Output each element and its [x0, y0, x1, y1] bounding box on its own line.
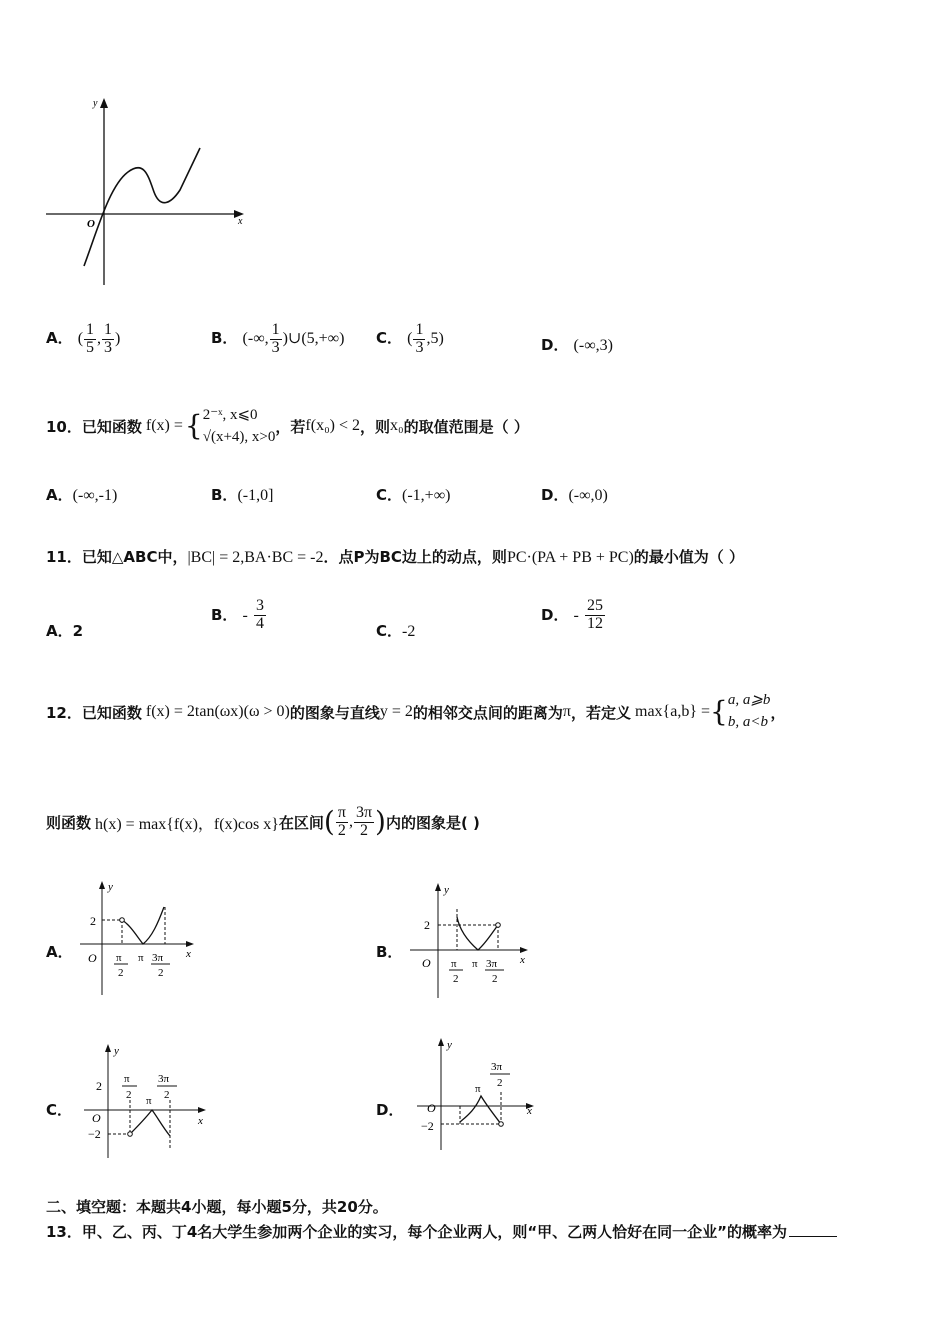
q9-origin-label: O — [87, 218, 95, 230]
q12-question-line2: 则函数 h(x) = max{f(x)，f(x)cos x} 在区间 ( $\frac{\pi}{2}$ , $\frac{3\pi}{2}$ ) 内的图象是( ) — [46, 803, 480, 839]
q13-question: 13．甲、乙、丙、丁4名大学生参加两个企业的实习，每个企业两人，则“甲、乙两人恰好在同一企业”的概率为 — [46, 1221, 837, 1242]
svg-text:π: π — [116, 952, 122, 964]
question-number: 12． — [46, 703, 82, 722]
option-label: B． — [211, 328, 238, 347]
svg-text:2: 2 — [164, 1089, 170, 1101]
q9-option-d[interactable]: D． (-∞,3) — [541, 336, 613, 354]
svg-text:y: y — [444, 884, 449, 896]
q10-option-d[interactable]: D．(-∞,0) — [541, 486, 608, 504]
svg-text:3π: 3π — [152, 952, 164, 964]
q9-function-graph — [40, 90, 255, 290]
svg-text:y: y — [108, 881, 113, 893]
fraction: $\frac{1}{5}$ — [86, 321, 95, 356]
svg-text:π: π — [124, 1073, 130, 1085]
q9-option-b[interactable]: B． (-∞, $\frac{1}{3}$ )∪(5,+∞) — [211, 321, 345, 356]
svg-text:π: π — [472, 958, 478, 970]
fraction: $\frac{3}{4}$ — [255, 597, 264, 632]
q12-question-line1: 12． 已知函数 f(x) = 2tan(ωx)(ω > 0) 的图象与直线 y = 2 的相邻交点间的距离为 π ，若定义 max{a,b} = { a, a⩾b b, a<b ， — [46, 684, 785, 740]
svg-text:2: 2 — [424, 918, 430, 932]
q12-option-b[interactable]: B． — [376, 943, 403, 961]
q11-option-b[interactable]: B． - $\frac{3}{4}$ — [211, 597, 264, 632]
option-label: A． — [46, 328, 73, 347]
svg-text:−2: −2 — [88, 1127, 101, 1141]
q9-option-a[interactable]: A． ( $\frac{1}{5}$ , $\frac{1}{3}$ ) — [46, 321, 121, 356]
q10-option-a[interactable]: A．(-∞,-1) — [46, 486, 118, 504]
q9-x-label: x — [238, 216, 243, 227]
q10-option-b[interactable]: B．(-1,0] — [211, 486, 274, 504]
svg-text:y: y — [114, 1045, 119, 1057]
piecewise-case-2: √(x+4), x>0 — [202, 429, 276, 445]
svg-text:2: 2 — [158, 967, 164, 979]
option-label: C． — [376, 328, 403, 347]
svg-text:3π: 3π — [158, 1073, 170, 1085]
answer-blank[interactable] — [789, 1236, 837, 1237]
svg-text:2: 2 — [118, 967, 124, 979]
q11-question: 11．已知△ABC中，|BC| = 2,BA·BC = -2．点P为BC边上的动点，则PC·(PA + PB + PC)的最小值为（ ） — [46, 548, 745, 566]
svg-text:O: O — [427, 1101, 436, 1115]
fraction: $\frac{1}{3}$ — [271, 321, 280, 356]
svg-text:π: π — [146, 1095, 152, 1107]
svg-text:π: π — [475, 1083, 481, 1095]
svg-text:x: x — [198, 1115, 203, 1127]
max-case-2: b, a<b — [727, 714, 768, 730]
q12-graph-b — [408, 877, 533, 1002]
max-case-1: a, a⩾b — [727, 692, 771, 709]
svg-text:−2: −2 — [421, 1119, 434, 1133]
svg-text:x: x — [527, 1105, 532, 1117]
svg-text:x: x — [520, 954, 525, 966]
q12-option-c[interactable]: C． — [46, 1101, 73, 1119]
svg-text:π: π — [451, 958, 457, 970]
q11-option-d[interactable]: D． - $\frac{25}{12}$ — [541, 597, 603, 632]
fraction: $\frac{1}{3}$ — [415, 321, 424, 356]
svg-text:2: 2 — [90, 914, 96, 928]
q9-option-c[interactable]: C． ( $\frac{1}{3}$ ,5) — [376, 321, 444, 356]
svg-text:2: 2 — [126, 1089, 132, 1101]
svg-text:x: x — [186, 948, 191, 960]
svg-text:3π: 3π — [486, 958, 498, 970]
svg-text:2: 2 — [453, 973, 459, 985]
fraction: $\frac{25}{12}$ — [586, 597, 603, 632]
svg-text:2: 2 — [492, 973, 498, 985]
q12-graph-c — [82, 1040, 212, 1160]
q10-question: 10． 已知函数 f(x) = { 2⁻ˣ, x⩽0 √(x+4), x>0 ，若 f(x₀) < 2 ，则 x₀ 的取值范围是（ ） — [46, 396, 529, 456]
q12-option-a[interactable]: A． — [46, 943, 73, 961]
option-label: D． — [541, 336, 569, 354]
q11-option-c[interactable]: C．-2 — [376, 622, 416, 640]
fraction: $\frac{1}{3}$ — [104, 321, 113, 356]
q12-graph-d — [415, 1034, 540, 1154]
question-number: 11． — [46, 548, 82, 566]
svg-text:π: π — [138, 952, 144, 964]
svg-text:O: O — [92, 1111, 101, 1125]
q12-graph-a — [78, 877, 198, 999]
q12-option-d[interactable]: D． — [376, 1101, 404, 1119]
piecewise-case-1: 2⁻ˣ, x⩽0 — [202, 406, 258, 423]
section-heading: 二、填空题：本题共4小题，每小题5分，共20分。 — [46, 1198, 388, 1216]
q9-y-label: y — [93, 98, 98, 109]
svg-text:2: 2 — [96, 1079, 102, 1093]
q11-option-a[interactable]: A．2 — [46, 622, 84, 640]
svg-text:y: y — [447, 1039, 452, 1051]
svg-text:O: O — [422, 956, 431, 970]
svg-text:O: O — [88, 951, 97, 965]
q10-option-c[interactable]: C．(-1,+∞) — [376, 486, 451, 504]
svg-text:3π: 3π — [491, 1061, 503, 1073]
question-number: 10． — [46, 417, 82, 436]
svg-text:2: 2 — [497, 1077, 503, 1089]
